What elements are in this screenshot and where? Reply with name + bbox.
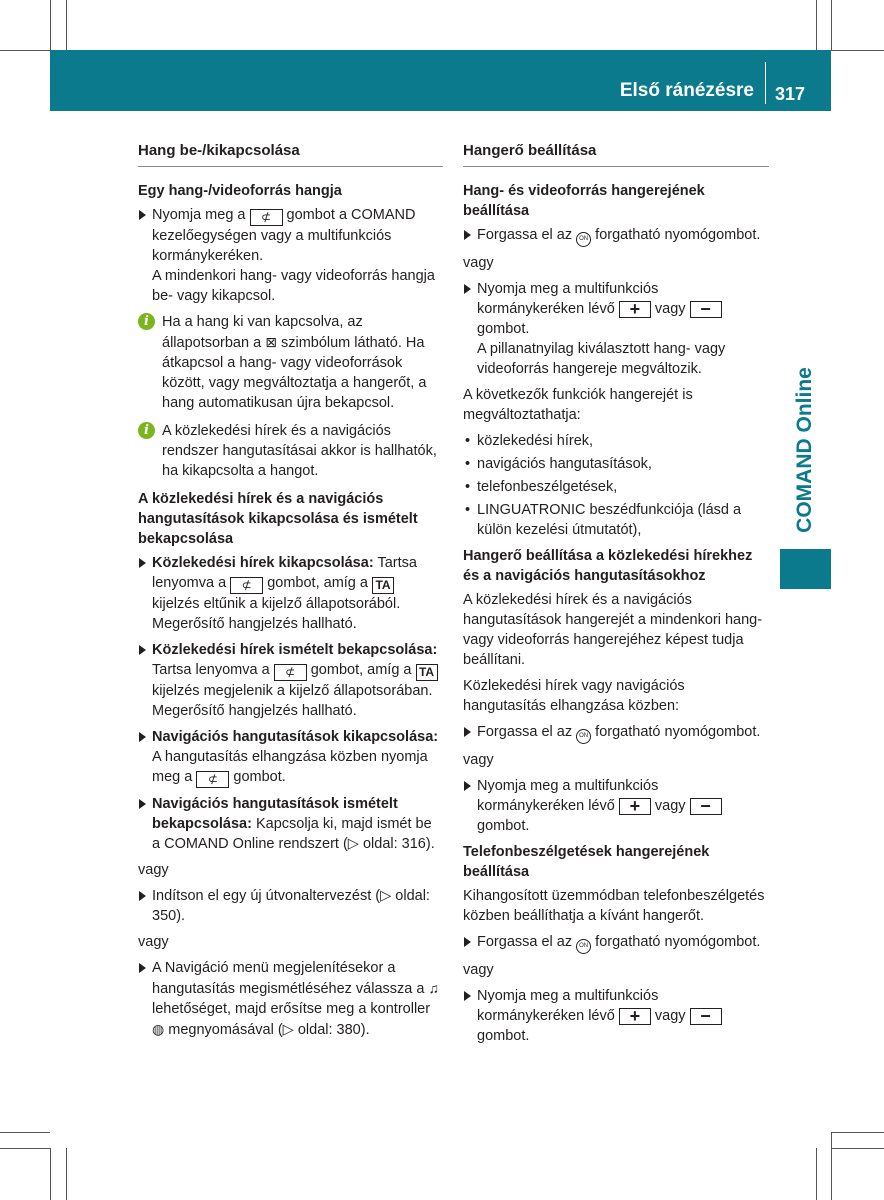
crop-mark [0, 50, 50, 51]
minus-key-icon: − [690, 301, 722, 318]
right-column [463, 141, 769, 1052]
mute-key-icon: ⊄ [196, 771, 229, 788]
plus-key-icon: + [619, 798, 651, 815]
crop-mark [0, 1132, 50, 1133]
list-item: • telefonbeszélgetések, [463, 477, 769, 497]
section-title: Hangerő beállítása [463, 141, 769, 167]
crop-mark [831, 0, 832, 50]
ta-key-icon: TA [372, 577, 394, 594]
instruction-step: Navigációs hangutasítások kikapcsolása: A hangutasítás elhangzása közben nyomja meg a ⊄ gombot. [138, 727, 443, 788]
info-icon: i [138, 422, 155, 439]
repeat-voice-icon: ♫ [428, 980, 439, 996]
left-column [138, 141, 443, 1046]
header-separator [765, 62, 766, 104]
instruction-step: Nyomja meg a ⊄ gombot a COMAND kezelőegységen vagy a multifunkciós kormánykeréken. A mindenkori hang- vagy videoforrás hangja be- vagy kikapcsol. [138, 205, 443, 306]
list-item: • LINGUATRONIC beszédfunkciója (lásd a külön kezelési útmutatót), [463, 500, 769, 540]
subheading: A közlekedési hírek és a navigációs hangutasítások kikapcsolása és ismételt bekapcsolása [138, 491, 418, 547]
crop-mark [66, 0, 67, 50]
instruction-step: Nyomja meg a multifunkciós kormánykeréken lévő + vagy − gombot. A pillanatnyilag kiválasztott hang- vagy videoforrás hangereje megváltozik. [463, 279, 769, 379]
paragraph: Kihangosított üzemmódban telefonbeszélgetés közben beállíthatja a kívánt hangerőt. [463, 888, 765, 924]
instruction-step: Forgassa el az ON forgatható nyomógombot. [463, 932, 769, 954]
paragraph: A közlekedési hírek és a navigációs hangutasítások hangerejét a mindenkori hang- vagy videoforrás hangerejéhez képest tudja beállítani. [463, 592, 763, 668]
mute-key-icon: ⊄ [230, 577, 263, 594]
subheading: Telefonbeszélgetések hangerejének beállítása [463, 844, 710, 880]
or-text: vagy [138, 862, 169, 878]
crop-mark [50, 1148, 51, 1200]
section-title: Hang be-/kikapcsolása [138, 141, 443, 167]
paragraph: Közlekedési hírek vagy navigációs hangutasítás elhangzása közben: [463, 678, 685, 714]
volume-knob-icon: ON [576, 939, 591, 954]
instruction-step: Közlekedési hírek kikapcsolása: Tartsa lenyomva a ⊄ gombot, amíg a TA kijelzés eltűnik a kijelző állapotsorából. Megerősítő hangjelzés hallható. [138, 553, 443, 634]
crop-mark [831, 1132, 884, 1133]
controller-press-icon: ◍ [152, 1021, 165, 1037]
side-tab-label: COMAND Online [793, 367, 816, 533]
instruction-step: Forgassa el az ON forgatható nyomógombot. [463, 722, 769, 744]
info-note: i A közlekedési hírek és a navigációs rendszer hangutasításai akkor is hallhatók, ha kikapcsolta a hangot. [138, 421, 443, 481]
crop-mark [50, 0, 51, 50]
crop-mark [66, 1148, 67, 1200]
instruction-step: Közlekedési hírek ismételt bekapcsolása: Tartsa lenyomva a ⊄ gombot, amíg a TA kijelzés megjelenik a kijelző állapotsorában. Megerősítő hangjelzés hallható. [138, 640, 443, 721]
list-item: • közlekedési hírek, [463, 431, 769, 451]
crop-mark [831, 50, 884, 51]
instruction-step: Forgassa el az ON forgatható nyomógombot. [463, 225, 769, 247]
volume-knob-icon: ON [576, 232, 591, 247]
plus-key-icon: + [619, 301, 651, 318]
subheading: Egy hang-/videoforrás hangja [138, 183, 342, 199]
mute-crossed-icon: ⊠ [265, 334, 277, 350]
instruction-step: Nyomja meg a multifunkciós kormánykeréken lévő + vagy − gombot. [463, 986, 769, 1046]
subheading: Hang- és videoforrás hangerejének beállítása [463, 183, 705, 219]
info-note: i Ha a hang ki van kapcsolva, az állapotsorban a ⊠ szimbólum látható. Ha átkapcsol a hang- vagy videoforrások között, vagy megváltoztatja a hangerőt, a hang automatikusan újra bekapcsol. [138, 312, 443, 413]
paragraph: A következők funkciók hangerejét is megváltoztathatja: [463, 387, 693, 423]
mute-key-icon: ⊄ [274, 664, 307, 681]
info-icon: i [138, 313, 155, 330]
instruction-step: Navigációs hangutasítások ismételt bekapcsolása: Kapcsolja ki, majd ismét be a COMAND Online rendszert (▷ oldal: 316). [138, 794, 443, 854]
volume-knob-icon: ON [576, 729, 591, 744]
subheading: Hangerő beállítása a közlekedési hírekhez és a navigációs hangutasításokhoz [463, 548, 753, 584]
ta-key-icon: TA [416, 664, 438, 681]
or-text: vagy [463, 255, 494, 271]
or-text: vagy [463, 752, 494, 768]
mute-key-icon: ⊄ [250, 209, 283, 226]
crop-mark [831, 1132, 832, 1200]
page-title: Első ránézésre [619, 80, 754, 101]
or-text: vagy [463, 962, 494, 978]
crop-mark [816, 0, 817, 50]
instruction-step: A Navigáció menü megjelenítésekor a hangutasítás megismétléséhez válassza a ♫ lehetőséget, majd erősítse meg a kontroller ◍ megnyomásával (▷ oldal: 380). [138, 958, 443, 1040]
minus-key-icon: − [690, 1008, 722, 1025]
minus-key-icon: − [690, 798, 722, 815]
plus-key-icon: + [619, 1008, 651, 1025]
instruction-step: Nyomja meg a multifunkciós kormánykeréken lévő + vagy − gombot. [463, 776, 769, 836]
crop-mark [0, 1148, 50, 1149]
crop-mark [831, 1148, 884, 1149]
side-tab-marker [780, 549, 831, 589]
crop-mark [816, 1148, 817, 1200]
or-text: vagy [138, 934, 169, 950]
page-number: 317 [775, 84, 806, 104]
list-item: • navigációs hangutasítások, [463, 454, 769, 474]
instruction-step: Indítson el egy új útvonaltervezést (▷ oldal: 350). [138, 886, 443, 926]
